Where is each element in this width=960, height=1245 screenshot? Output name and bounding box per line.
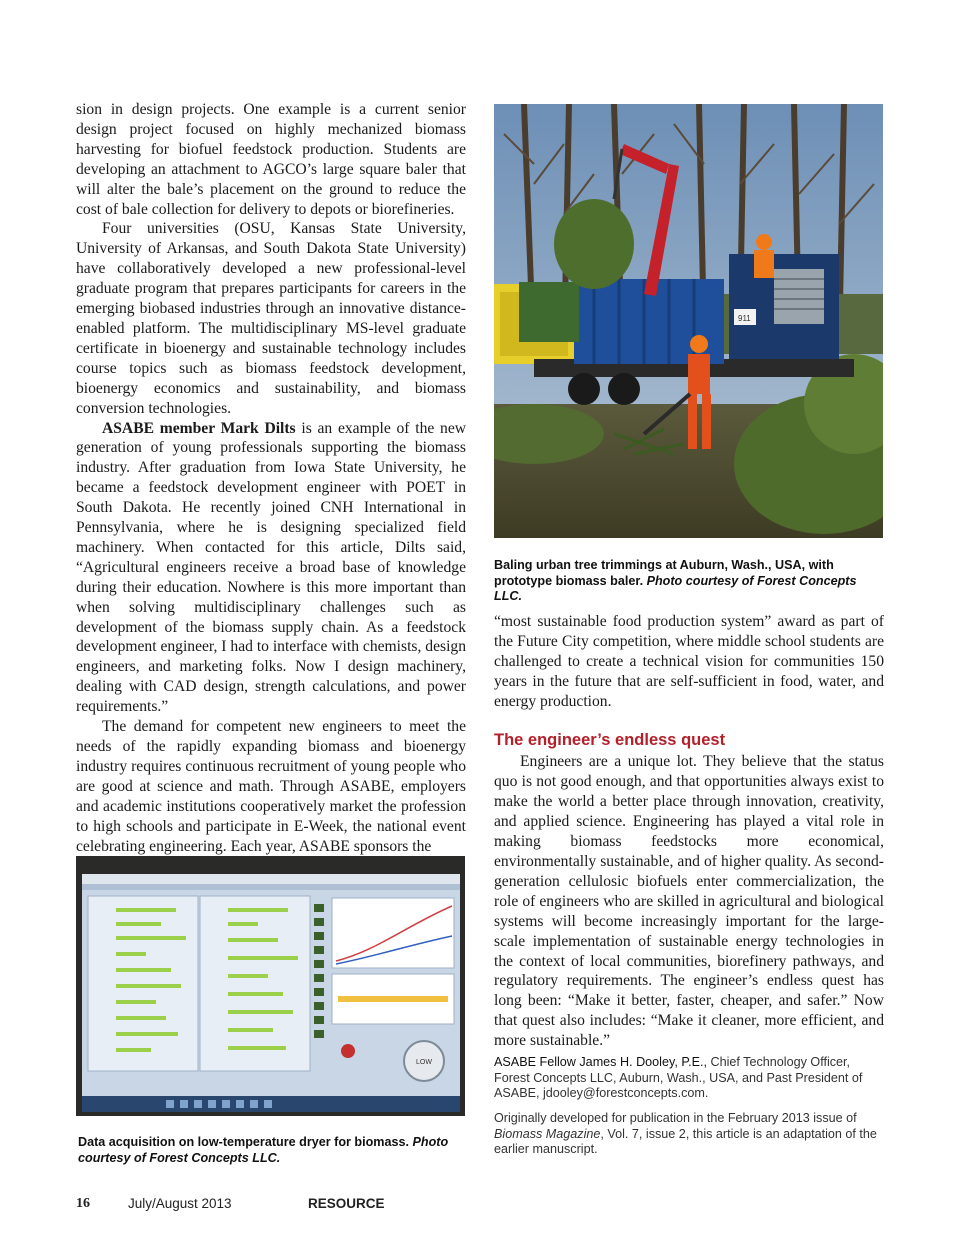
paragraph: The demand for competent new engineers to meet the needs of the rapidly expanding biomass and bioenergy industry requires continuous recruitment of young people who are good at science and math. Through ASABE, employers and academic institutions cooperatively market the profession to high schools and participate in E-Week, the national event celebrating engineering. Each year, ASABE sponsors the — [76, 718, 466, 855]
dial-label: LOW — [416, 1059, 432, 1066]
paragraph: sion in design projects. One example is a current senior design project focused on highly mechanized biomass harvesting for biofuel feedstock production. Students are developing an attachment to AGCO’s large square baler that will alter the bale’s placement on the ground to reduce the cost of bale collection for delivery to depots or biorefineries. — [76, 101, 466, 218]
bold-name: ASABE member Mark Dilts — [102, 419, 296, 437]
magazine-title: Biomass Magazine — [494, 1126, 601, 1141]
note-text: , Vol. 7, issue 2, this article is an adaptation of the earlier manuscript. — [494, 1126, 877, 1156]
left-column — [76, 100, 466, 856]
photo-credit: Photo courtesy of Forest Concepts LLC. — [78, 1135, 449, 1165]
note-text: Originally developed for publication in the February 2013 issue of — [494, 1111, 857, 1125]
baler-sign: 911 — [738, 314, 751, 323]
photo-credit: Photo courtesy of Forest Concepts LLC. — [494, 573, 857, 603]
caption-text: Data acquisition on low-temperature dryer for biomass. — [78, 1135, 413, 1149]
baler-photo — [494, 104, 883, 538]
paragraph: Four universities (OSU, Kansas State University, University of Arkansas, and South Dakota State University) have collaboratively developed a new professional-level graduate program that prepares participants for careers in the emerging biobased industries through an innovative distance-enabled platform. The multidisciplinary MS-level graduate certificate in bioenergy and sustainable technology includes course topics such as biomass feedstock development, bioenergy economics and sustainability, and biomass conversion technologies. — [76, 220, 466, 417]
magazine-name: RESOURCE — [308, 1196, 385, 1211]
right-column — [494, 612, 884, 1051]
photo-caption — [78, 1135, 468, 1166]
caption-text: Baling urban tree trimmings at Auburn, Wash., USA, with prototype biomass baler. — [494, 558, 834, 588]
photo-caption — [494, 558, 884, 605]
paragraph: “most sustainable food production system” award as part of the Future City competition, where middle school students are challenged to create a technical vision for communities 150 years in the future that are self-sufficient in food, water, and energy production. — [494, 613, 884, 710]
author-name: ASABE Fellow James H. Dooley, P.E., — [494, 1055, 708, 1069]
dryer-screen-illustration — [76, 856, 465, 1116]
paragraph: Engineers are a unique lot. They believe that the status quo is not good enough, and that opportunities always exist to make the world a better place through innovation, creativity, and applied science. Engineering has played a vital role in making biomass feedstocks more economical, environmentally sustainable, and of higher quality. As second-generation cellulosic biofuels enter commercialization, the role of engineers who are skilled in agricultural and biological systems will become increasingly important for the large-scale implementation of sustainable energy technologies in the context of local communities, biorefinery pathways, and regulatory requirements. The engineer’s endless quest has long been: “Make it better, faster, cheaper, and safer.” Now that quest also includes: “Make it cleaner, more efficient, and more sustainable.” — [494, 753, 884, 1050]
page-number: 16 — [76, 1196, 90, 1211]
dryer-screen-photo — [76, 856, 465, 1116]
author-details: Chief Technology Officer, Forest Concepts LLC, Auburn, Wash., USA, and Past President of ASABE, jdooley@forestconcepts.com. — [494, 1055, 863, 1100]
author-bio — [494, 1055, 884, 1102]
origin-note — [494, 1111, 884, 1158]
baler-photo-illustration — [494, 104, 883, 538]
section-heading: The engineer’s endless quest — [494, 730, 726, 749]
paragraph-text: is an example of the new generation of young professionals supporting the biomass industry. After graduation from Iowa State University, he became a feedstock development engineer with POET in South Dakota. He recently joined CNH International in Pennsylvania, where he is designing specialized field machinery. When contacted for this article, Dilts said, “Agricultural engineers receive a broad base of knowledge during their education. Nowhere is this more important than when solving multidisciplinary challenges such as development of the biomass supply chain. As a feedstock development engineer, I had to interface with chemists, design engineers, and marketing folks. Now I design machinery, dealing with CAD design, strength calculations, and power requirements.” — [76, 419, 466, 716]
paragraph — [76, 419, 466, 718]
issue-date: July/August 2013 — [128, 1196, 232, 1211]
